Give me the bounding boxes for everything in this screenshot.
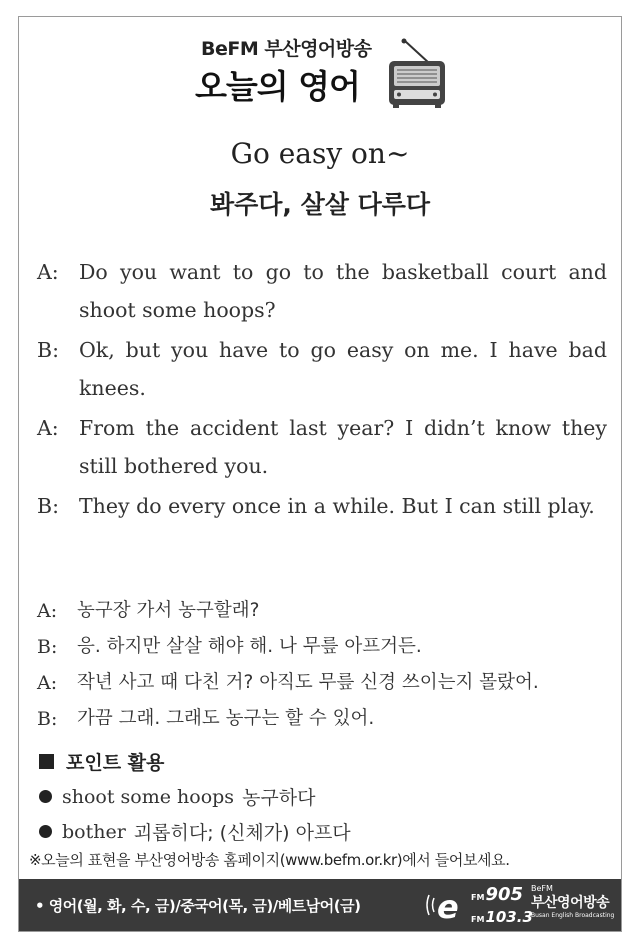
radio-icon <box>385 37 449 109</box>
dialogue-line <box>37 409 607 485</box>
frequency-sub <box>471 908 533 929</box>
article-frame <box>18 16 622 932</box>
point-heading <box>39 743 609 779</box>
dialogue-line <box>37 701 617 737</box>
dialogue-text: They do every once in a while. But I can still play. <box>79 494 595 518</box>
dot-bullet-icon <box>39 790 52 803</box>
dialogue-line <box>37 253 607 329</box>
point-meaning: 괴롭히다; (신체가) 아프다 <box>133 822 351 844</box>
fm-label: FM <box>471 915 485 924</box>
square-bullet-icon <box>39 754 54 769</box>
speaker-label: B: <box>37 494 59 518</box>
speaker-label: A: <box>37 600 58 622</box>
program-title: 오늘의 영어 <box>195 67 360 106</box>
station-short: BeFM <box>531 884 553 893</box>
speaker-label: B: <box>37 708 58 730</box>
dialogue-text: 가끔 그래. 그래도 농구는 할 수 있어. <box>77 708 375 729</box>
svg-text:e: e <box>437 888 459 925</box>
homepage-notice: ※오늘의 표현을 부산영어방송 홈페이지(www.befm.or.kr)에서 들어보세요. <box>29 851 510 869</box>
header <box>19 17 621 117</box>
frequency-main-value: 905 <box>485 884 524 905</box>
point-term: shoot some hoops <box>62 785 235 808</box>
dialogue-line <box>37 629 617 665</box>
station-logo <box>531 884 614 920</box>
korean-dialogue <box>37 593 617 737</box>
dot-bullet-icon <box>39 825 52 838</box>
speaker-label: B: <box>37 338 59 362</box>
point-item <box>39 814 609 849</box>
expression-meaning: 봐주다, 살살 다루다 <box>209 190 431 219</box>
station-name: 부산영어방송 <box>531 895 610 911</box>
speaker-label: B: <box>37 636 58 658</box>
dialogue-line <box>37 487 607 525</box>
dialogue-line <box>37 593 617 629</box>
frequency-main <box>471 885 533 908</box>
point-meaning: 농구하다 <box>242 787 316 809</box>
speaker-label: A: <box>37 672 58 694</box>
speaker-label: A: <box>37 416 59 440</box>
dialogue-text: Do you want to go to the basketball court and shoot some hoops? <box>79 260 607 322</box>
point-term: bother <box>62 820 126 843</box>
point-item <box>39 779 609 814</box>
frequency-block <box>471 885 533 929</box>
fm-label: FM <box>471 893 485 902</box>
dialogue-text: Ok, but you have to go easy on me. I have bad knees. <box>79 338 607 400</box>
speaker-label: A: <box>37 260 59 284</box>
dialogue-line <box>37 331 607 407</box>
station-line: BeFM 부산영어방송 <box>201 38 372 60</box>
expression-title: Go easy on~ <box>230 137 410 170</box>
broadcast-schedule: • 영어(월, 화, 수, 금)/중국어(목, 금)/베트남어(금) <box>35 897 361 915</box>
point-section <box>39 743 609 849</box>
point-heading-label: 포인트 활용 <box>66 751 165 774</box>
english-dialogue <box>37 253 607 527</box>
station-english: Busan English Broadcasting <box>531 912 615 919</box>
dialogue-line <box>37 665 617 701</box>
footer-bar <box>19 879 621 931</box>
frequency-sub-value: 103.3 <box>485 908 533 926</box>
dialogue-text: 응. 하지만 살살 해야 해. 나 무릎 아프거든. <box>77 636 422 657</box>
dialogue-text: 작년 사고 때 다친 거? 아직도 무릎 신경 쓰이는지 몰랐어. <box>77 672 539 693</box>
dialogue-text: 농구장 가서 농구할래? <box>77 600 260 621</box>
dialogue-text: From the accident last year? I didn’t know they still bothered you. <box>79 416 607 478</box>
e-logo-icon <box>423 885 469 925</box>
